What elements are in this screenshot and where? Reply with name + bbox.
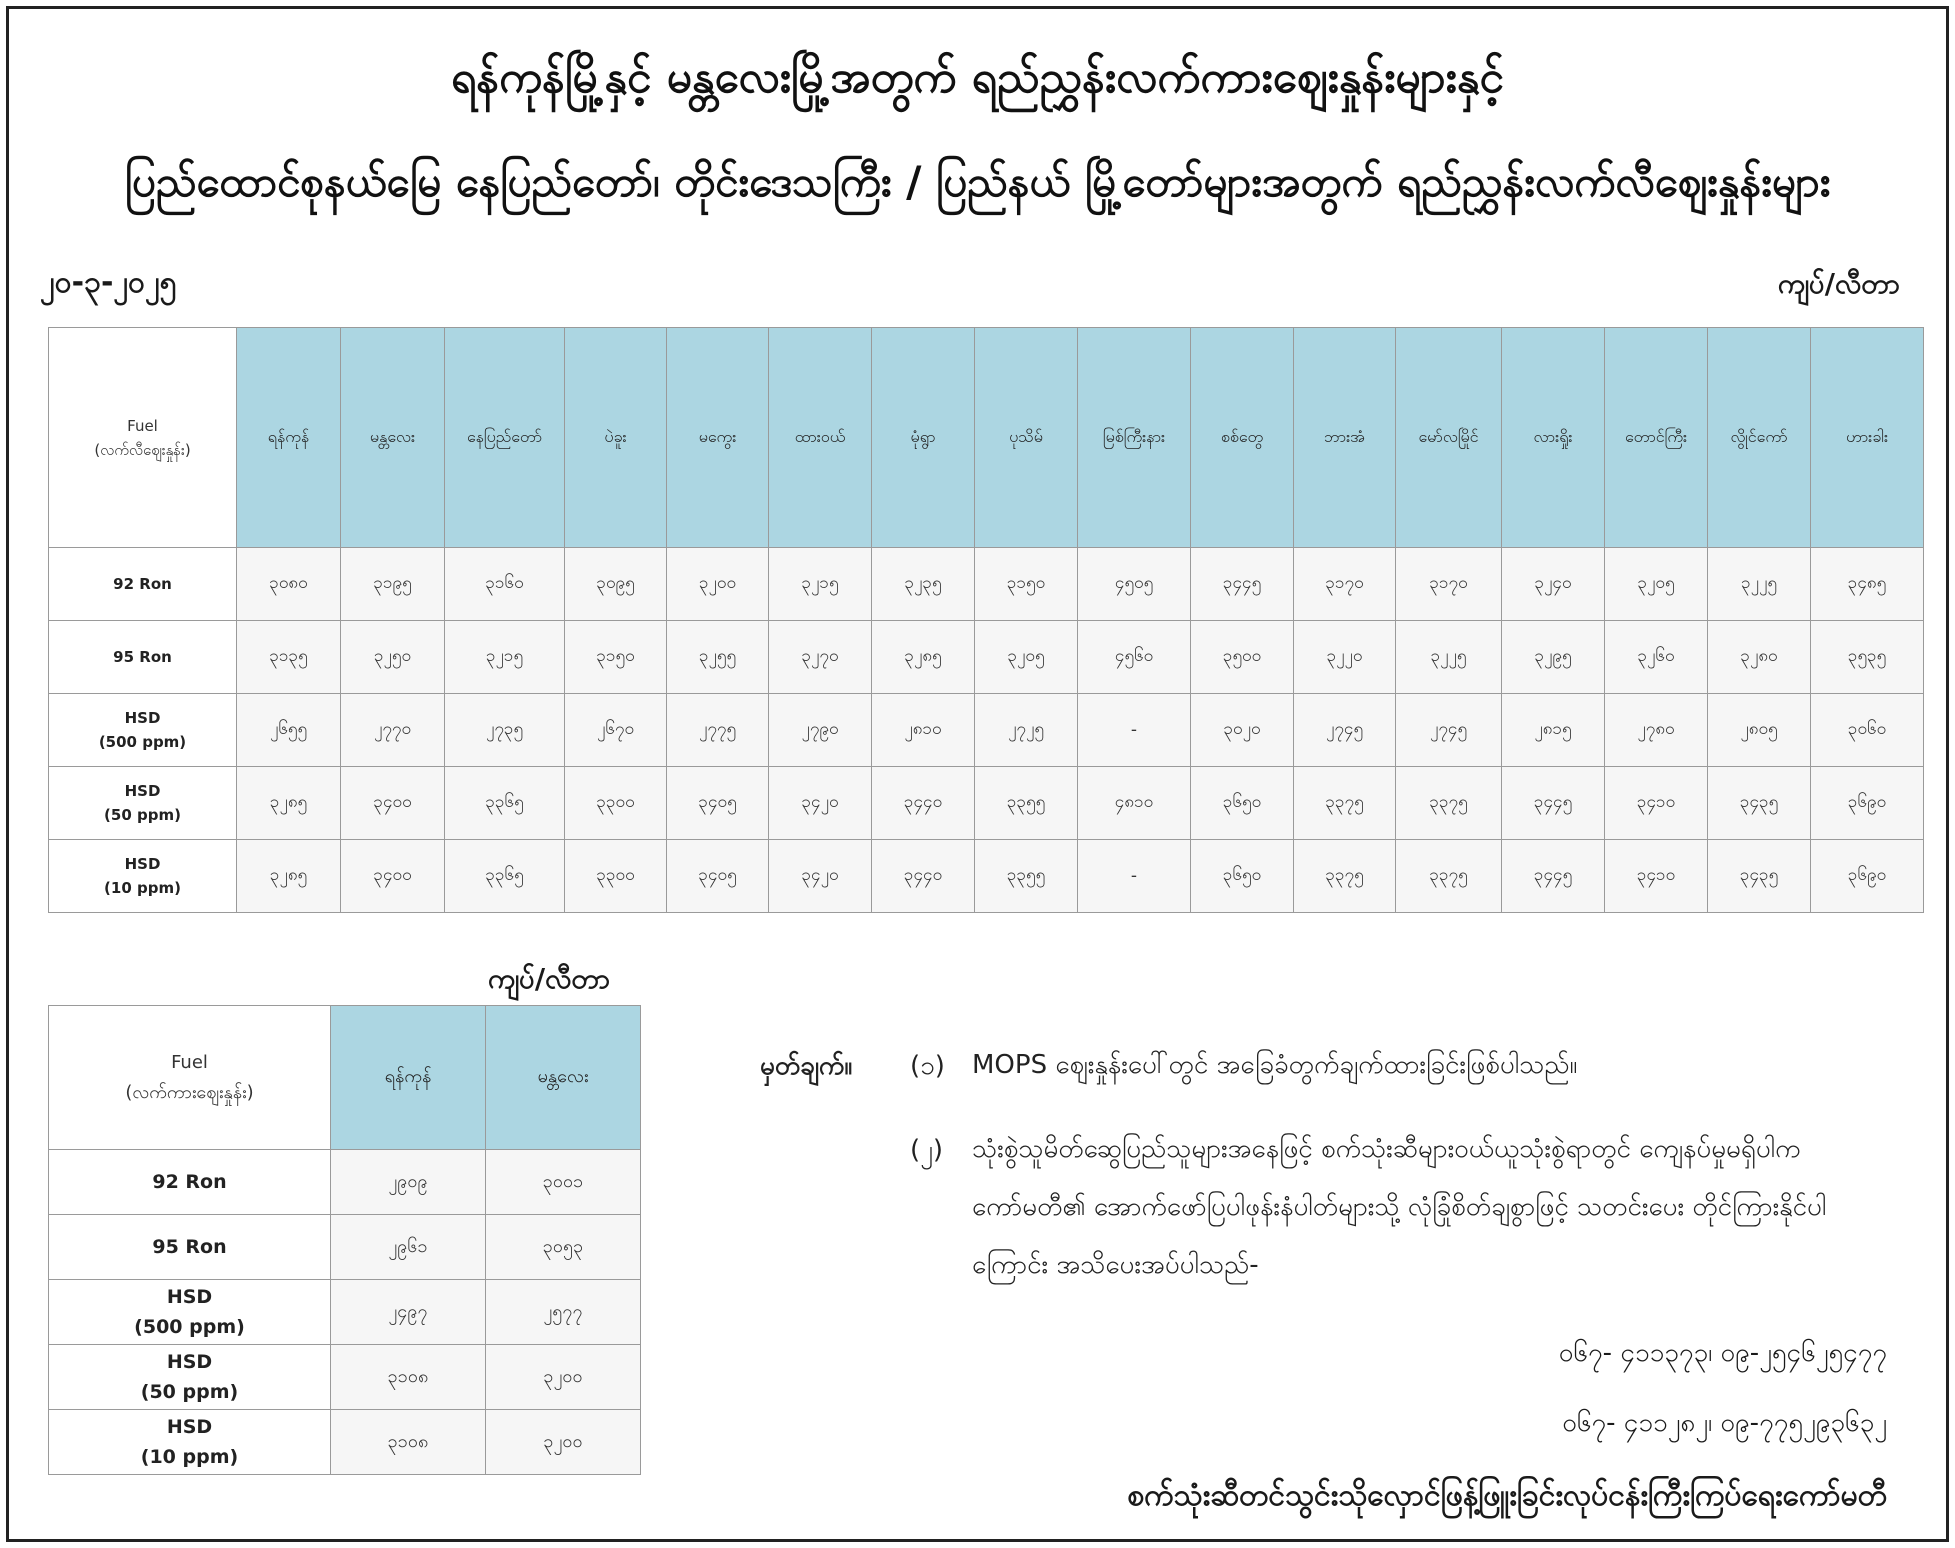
- fuel-type-grade: (500 ppm): [134, 1316, 245, 1338]
- fuel-type-label: [49, 840, 237, 913]
- price-cell: ၃၄၀၀: [341, 840, 445, 913]
- city-header: ရန်ကုန်: [237, 328, 341, 548]
- price-cell: ၃၄၄၀: [872, 767, 975, 840]
- table-row: [49, 621, 1924, 694]
- title-line-2: ပြည်ထောင်စုနယ်မြေ နေပြည်တော်၊ တိုင်းဒေသကြီး / ပြည်နယ် မြို့တော်များအတွက် ရည်ညွှန်းလက်လီဈေးနှုန်းများ: [124, 157, 1831, 206]
- price-cell: ၃၄၄၀: [872, 840, 975, 913]
- table-row: [49, 1215, 641, 1280]
- price-cell: ၃၂၀၅: [1605, 548, 1708, 621]
- price-cell: ၂၇၂၅: [975, 694, 1078, 767]
- phone-numbers-1: ၀၆၇- ၄၁၁၃၇၃၊ ၀၉-၂၅၄၆၂၅၄၇၇: [1558, 1338, 1887, 1368]
- price-cell: ၃၄၀၅: [667, 767, 769, 840]
- city-header: ဘားအံ: [1294, 328, 1396, 548]
- wholesale-unit-label: ကျပ်/လီတာ: [488, 962, 611, 995]
- price-cell: ၃၃၇၅: [1396, 767, 1502, 840]
- price-cell: ၃၃၆၅: [445, 840, 565, 913]
- price-cell: ၂၇၃၅: [445, 694, 565, 767]
- price-cell: ၃၄၃၅: [1708, 767, 1811, 840]
- price-cell: ၃၆၅၀: [1191, 767, 1294, 840]
- price-cell: ၃၃၆၅: [445, 767, 565, 840]
- price-cell: ၃၁၇၀: [1396, 548, 1502, 621]
- price-cell: ၂၆၅၅: [237, 694, 341, 767]
- fuel-type-grade: (50 ppm): [140, 1381, 239, 1403]
- note-number-2: (၂): [910, 1135, 944, 1165]
- price-cell: ၂၇၈၀: [1605, 694, 1708, 767]
- price-cell: ၂၇၇၅: [667, 694, 769, 767]
- table-row: [49, 1345, 641, 1410]
- note-text-1: MOPS ဈေးနှုန်းပေါ်တွင် အခြေခံတွက်ချက်ထားခြင်းဖြစ်ပါသည်။: [972, 1050, 1578, 1080]
- fuel-type-label: [49, 621, 237, 694]
- price-cell: ၃၄၄၅: [1191, 548, 1294, 621]
- price-cell: ၄၈၁၀: [1078, 767, 1191, 840]
- price-cell: ၃၂၄၀: [1502, 548, 1605, 621]
- table-row: [49, 548, 1924, 621]
- price-cell: ၃၄၁၀: [1605, 840, 1708, 913]
- price-cell: ၃၂၂၅: [1708, 548, 1811, 621]
- note-number-1: (၁): [910, 1051, 945, 1081]
- city-header: ရန်ကုန်: [331, 1006, 486, 1150]
- price-cell: ၃၆၉၀: [1811, 767, 1924, 840]
- price-cell: ၄၅၀၅: [1078, 548, 1191, 621]
- fuel-type-label: [49, 1215, 331, 1280]
- price-cell: ၃၁၅၀: [565, 621, 667, 694]
- price-cell: ၄၅၆၀: [1078, 621, 1191, 694]
- fuel-type-name: HSD: [124, 855, 161, 873]
- price-cell: ၃၃၇၅: [1294, 767, 1396, 840]
- price-cell: ၃၄၂၀: [769, 840, 872, 913]
- price-cell: ၃၀၅၃: [486, 1215, 641, 1280]
- price-cell: ၃၄၄၅: [1502, 840, 1605, 913]
- note-text-2: သုံးစွဲသူမိတ်ဆွေပြည်သူများအနေဖြင့် စက်သုံးဆီများဝယ်ယူသုံးစွဲရာတွင် ကျေနပ်မှုမရှိပါက ကော်မတီ၏ အောက်ဖော်ပြပါဖုန်းနံပါတ်များသို့ လုံခြုံစိတ်ချစွာဖြင့် သတင်းပေး တိုင်ကြားနိုင်ပါကြောင်း အသိပေးအပ်ပါသည်-: [972, 1134, 1827, 1280]
- fuel-type-name: 92 Ron: [152, 1171, 227, 1193]
- price-cell: ၃၂၇၀: [769, 621, 872, 694]
- city-header: စစ်တွေ: [1191, 328, 1294, 548]
- price-cell: ၃၂၈၀: [1708, 621, 1811, 694]
- city-header: ပုသိမ်: [975, 328, 1078, 548]
- price-cell: ၃၄၈၅: [1811, 548, 1924, 621]
- price-cell: ၃၂၁၅: [445, 621, 565, 694]
- price-cell: ၃၃၇၅: [1396, 840, 1502, 913]
- price-cell: ၃၂၈၅: [237, 767, 341, 840]
- fuel-type-grade: (50 ppm): [104, 806, 181, 824]
- city-header: မော်လမြိုင်: [1396, 328, 1502, 548]
- price-cell: ၃၁၀၈: [331, 1410, 486, 1475]
- price-cell: ၃၃၅၅: [975, 767, 1078, 840]
- price-cell: ၃၂၂၅: [1396, 621, 1502, 694]
- table-row: [49, 1280, 641, 1345]
- price-cell: ၃၀၉၅: [565, 548, 667, 621]
- fuel-type-label: [49, 548, 237, 621]
- title-line-1: ရန်ကုန်မြို့နှင့် မန္တလေးမြို့အတွက် ရည်ညွှန်းလက်ကားဈေးနှုန်းများနှင့်: [451, 52, 1504, 103]
- price-cell: ၃၁၅၀: [975, 548, 1078, 621]
- fuel-type-label: [49, 694, 237, 767]
- price-cell: ၃၂၅၀: [341, 621, 445, 694]
- fuel-header-title: Fuel: [171, 1051, 208, 1073]
- fuel-type-name: HSD: [124, 782, 161, 800]
- price-cell: ၃၄၀၅: [667, 840, 769, 913]
- price-cell: ၃၁၉၅: [341, 548, 445, 621]
- price-cell: ၂၉၀၉: [331, 1150, 486, 1215]
- city-header: မန္တလေး: [341, 328, 445, 548]
- retail-unit-label: ကျပ်/လီတာ: [1777, 267, 1900, 300]
- fuel-type-label: [49, 1280, 331, 1345]
- fuel-type-name: HSD: [166, 1416, 213, 1438]
- price-cell: ၃၂၈၅: [872, 621, 975, 694]
- notes-label: မှတ်ချက်။: [760, 1051, 853, 1081]
- price-cell: ၃၂၀၀: [667, 548, 769, 621]
- price-cell: ၂၈၁၅: [1502, 694, 1605, 767]
- price-cell: ၃၅၀၀: [1191, 621, 1294, 694]
- fuel-type-name: HSD: [166, 1351, 213, 1373]
- price-cell: ၃၄၁၀: [1605, 767, 1708, 840]
- price-cell: ၃၃၇၅: [1294, 840, 1396, 913]
- fuel-type-name: 92 Ron: [113, 575, 172, 593]
- price-cell: ၂၇၄၅: [1396, 694, 1502, 767]
- price-cell: ၂၇၄၅: [1294, 694, 1396, 767]
- price-cell: ၂၇၇၀: [341, 694, 445, 767]
- fuel-type-grade: (10 ppm): [140, 1446, 239, 1468]
- fuel-type-name: HSD: [124, 709, 161, 727]
- city-header: မုံရွာ: [872, 328, 975, 548]
- city-header: လားရှိုး: [1502, 328, 1605, 548]
- phone-numbers-2: ၀၆၇- ၄၁၁၂၈၂၊ ၀၉-၇၇၅၂၉၃၆၃၂: [1562, 1408, 1887, 1438]
- price-cell: ၃၂၆၀: [1605, 621, 1708, 694]
- price-cell: ၂၈၀၅: [1708, 694, 1811, 767]
- price-cell: ၃၀၂၀: [1191, 694, 1294, 767]
- price-cell: ၃၁၀၈: [331, 1345, 486, 1410]
- fuel-header-cell: [49, 328, 237, 548]
- price-cell: ၃၂၃၅: [872, 548, 975, 621]
- city-header: မကွေး: [667, 328, 769, 548]
- price-cell: ၃၁၆၀: [445, 548, 565, 621]
- fuel-type-label: [49, 1410, 331, 1475]
- price-cell: ၂၄၉၇: [331, 1280, 486, 1345]
- wholesale-price-table: [48, 1005, 641, 1475]
- city-header: ဟားခါး: [1811, 328, 1924, 548]
- price-cell: ၃၂၀၀: [486, 1345, 641, 1410]
- price-cell: ၃၂၉၅: [1502, 621, 1605, 694]
- price-cell: ၃၁၃၅: [237, 621, 341, 694]
- table-row: [49, 694, 1924, 767]
- table-header-row: [49, 1006, 641, 1150]
- price-cell: ၃၄၄၅: [1502, 767, 1605, 840]
- price-cell: ၃၁၇၀: [1294, 548, 1396, 621]
- publish-date: ၂၀-၃-၂၀၂၅: [40, 265, 177, 300]
- price-cell: ၃၂၀၀: [486, 1410, 641, 1475]
- price-cell: ၃၂၈၅: [237, 840, 341, 913]
- fuel-type-grade: (500 ppm): [98, 733, 187, 751]
- fuel-type-name: HSD: [166, 1286, 213, 1308]
- table-row: [49, 1150, 641, 1215]
- price-cell: ၃၃၅၅: [975, 840, 1078, 913]
- fuel-header-cell: [49, 1006, 331, 1150]
- city-header: မန္တလေး: [486, 1006, 641, 1150]
- fuel-type-name: 95 Ron: [152, 1236, 227, 1258]
- table-row: [49, 767, 1924, 840]
- price-cell: ၃၄၀၀: [341, 767, 445, 840]
- fuel-type-grade: (10 ppm): [104, 879, 181, 897]
- fuel-header-subtitle: (လက်လီဈေးနှုန်း): [94, 440, 191, 459]
- price-cell: ၃၀၀၁: [486, 1150, 641, 1215]
- city-header: ပဲခူး: [565, 328, 667, 548]
- city-header: လွိုင်ကော်: [1708, 328, 1811, 548]
- price-cell: ၃၃၀၀: [565, 767, 667, 840]
- price-cell: ၃၆၉၀: [1811, 840, 1924, 913]
- price-cell: ၂၉၆၁: [331, 1215, 486, 1280]
- committee-signature: စက်သုံးဆီတင်သွင်းသိုလှောင်ဖြန့်ဖြူးခြင်းလုပ်ငန်းကြီးကြပ်ရေးကော်မတီ: [1127, 1478, 1887, 1513]
- price-cell: ၂၆၇၀: [565, 694, 667, 767]
- price-cell: ၂၇၉၀: [769, 694, 872, 767]
- price-cell: ၂၅၇၇: [486, 1280, 641, 1345]
- fuel-type-label: [49, 767, 237, 840]
- table-header-row: [49, 328, 1924, 548]
- price-cell: ၃၀၆၀: [1811, 694, 1924, 767]
- retail-price-table: [48, 327, 1924, 913]
- price-cell: -: [1078, 840, 1191, 913]
- fuel-type-name: 95 Ron: [113, 648, 172, 666]
- fuel-type-label: [49, 1345, 331, 1410]
- table-row: [49, 840, 1924, 913]
- price-cell: -: [1078, 694, 1191, 767]
- price-cell: ၃၄၂၀: [769, 767, 872, 840]
- table-row: [49, 1410, 641, 1475]
- price-cell: ၃၂၂၀: [1294, 621, 1396, 694]
- fuel-header-subtitle: (လက်ကားဈေးနှုန်း): [125, 1081, 254, 1103]
- price-cell: ၃၂၁၅: [769, 548, 872, 621]
- fuel-header-title: Fuel: [127, 416, 158, 435]
- price-cell: ၃၀၈၀: [237, 548, 341, 621]
- city-header: တောင်ကြီး: [1605, 328, 1708, 548]
- price-cell: ၃၆၅၀: [1191, 840, 1294, 913]
- price-cell: ၃၅၃၅: [1811, 621, 1924, 694]
- price-cell: ၂၈၁၀: [872, 694, 975, 767]
- price-cell: ၃၂၅၅: [667, 621, 769, 694]
- city-header: ထားဝယ်: [769, 328, 872, 548]
- city-header: မြစ်ကြီးနား: [1078, 328, 1191, 548]
- price-cell: ၃၃၀၀: [565, 840, 667, 913]
- price-cell: ၃၂၀၅: [975, 621, 1078, 694]
- fuel-type-label: [49, 1150, 331, 1215]
- city-header: နေပြည်တော်: [445, 328, 565, 548]
- price-cell: ၃၄၃၅: [1708, 840, 1811, 913]
